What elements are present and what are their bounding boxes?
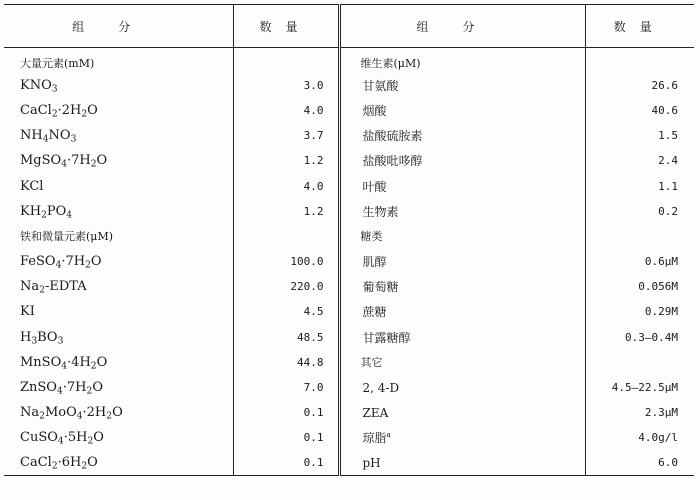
quantity-right: 26.6 [585,73,694,98]
quantity-right: 0.29M [585,299,694,324]
table-row [4,224,694,249]
table-row [4,350,694,375]
quantity-right: 0.056M [585,274,694,299]
component-name-right: 肌醇 [339,249,585,274]
component-name-right: 蔗糖 [339,299,585,324]
quantity-right [585,224,694,249]
component-name-right: 叶酸 [339,173,585,198]
quantity-right: 2.4 [585,148,694,173]
quantity-right: 4.5—22.5μM [585,375,694,400]
table-row [4,73,694,98]
quantity-left: 4.0 [233,173,339,198]
quantity-left: 3.0 [233,73,339,98]
table-row [4,249,694,274]
table-header [4,5,694,48]
header-row [4,5,694,48]
quantity-right: 6.0 [585,451,694,476]
component-name-left: $CaCl_2\cdot 2H_2O$ [20,102,98,120]
quantity-right: 1.1 [585,173,694,198]
quantity-left: 3.7 [233,123,339,148]
quantity-right: 0.2 [585,199,694,224]
quantity-left [233,224,339,249]
header-component-left: 组分 [4,5,233,48]
quantity-left: 4.0 [233,98,339,123]
table-row [4,274,694,299]
quantity-left [233,48,339,73]
component-name-left: $Na_2MoO_4\cdot 2H_2O$ [20,405,123,422]
component-name-left: $KNO_3$ [20,77,58,95]
component-name-left: $KH_2PO_4$ [20,203,73,220]
quantity-left: 0.1 [233,425,339,450]
header-component-right: 组分 [339,5,585,48]
table-row [4,375,694,400]
component-name-left: $MgSO_4\cdot 7H_2O$ [20,153,108,170]
component-name-right: 琼脂$^a$ [339,425,585,450]
component-name-right: pH [339,451,585,476]
quantity-left: 100.0 [233,249,339,274]
table-row [4,199,694,224]
quantity-left: 48.5 [233,325,339,350]
quantity-right: 0.3—0.4M [585,325,694,350]
component-name-left: $FeSO_4\cdot 7H_2O$ [20,254,102,271]
section-heading-left: 大量元素(mM) [20,57,95,71]
quantity-left: 44.8 [233,350,339,375]
component-name-left: $MnSO_4\cdot 4H_2O$ [20,354,108,372]
table-row [4,48,694,73]
component-name-left: $H_3BO_3$ [20,329,64,346]
component-name-left: $NH_4NO_3$ [20,128,77,145]
quantity-right: 0.6μM [585,249,694,274]
table-row [4,173,694,198]
quantity-right [585,350,694,375]
component-name-left: $CaCl_2\cdot 6H_2O$ [4,451,233,476]
header-quantity-left: 数量 [233,5,339,48]
table-row [4,425,694,450]
table-row [4,148,694,173]
quantity-left: 0.1 [233,451,339,476]
table-row [4,123,694,148]
quantity-right [585,48,694,73]
table-row [4,400,694,425]
quantity-left: 1.2 [233,199,339,224]
quantity-left: 7.0 [233,375,339,400]
component-name-right: 甘氨酸 [339,73,585,98]
section-heading-left: 铁和微量元素(μM) [20,230,113,244]
quantity-right: 40.6 [585,98,694,123]
component-name-right: 甘露糖醇 [339,325,585,350]
quantity-left: 0.1 [233,400,339,425]
component-name-right: 盐酸吡哆醇 [339,148,585,173]
medium-composition-table [4,4,694,476]
table-row [4,299,694,324]
component-name-right: 葡萄糖 [339,274,585,299]
quantity-left: 1.2 [233,148,339,173]
quantity-right: 4.0g/l [585,425,694,450]
quantity-right: 2.3μM [585,400,694,425]
table-body [4,48,694,476]
component-name-right: 盐酸硫胺素 [339,123,585,148]
component-name-right: ZEA [339,400,585,425]
table-row [4,325,694,350]
component-name-left: $ZnSO_4\cdot 7H_2O$ [20,380,103,397]
component-name-right: 生物素 [339,199,585,224]
section-heading-right: 维生素(μM) [339,48,585,73]
component-name-right: 2, 4-D [339,375,585,400]
quantity-left: 220.0 [233,274,339,299]
component-name-right: 烟酸 [339,98,585,123]
component-name-left: $CuSO_4\cdot 5H_2O$ [20,430,104,447]
component-name-left: $Na_2$-EDTA [20,279,87,296]
table-row [4,98,694,123]
component-name-left: KI [20,304,35,320]
quantity-right: 1.5 [585,123,694,148]
quantity-left: 4.5 [233,299,339,324]
header-quantity-right: 数量 [585,5,694,48]
component-name-left: KCl [20,178,44,194]
section-heading-right: 其它 [339,350,585,375]
table-row [4,451,694,476]
section-heading-right: 糖类 [339,224,585,249]
